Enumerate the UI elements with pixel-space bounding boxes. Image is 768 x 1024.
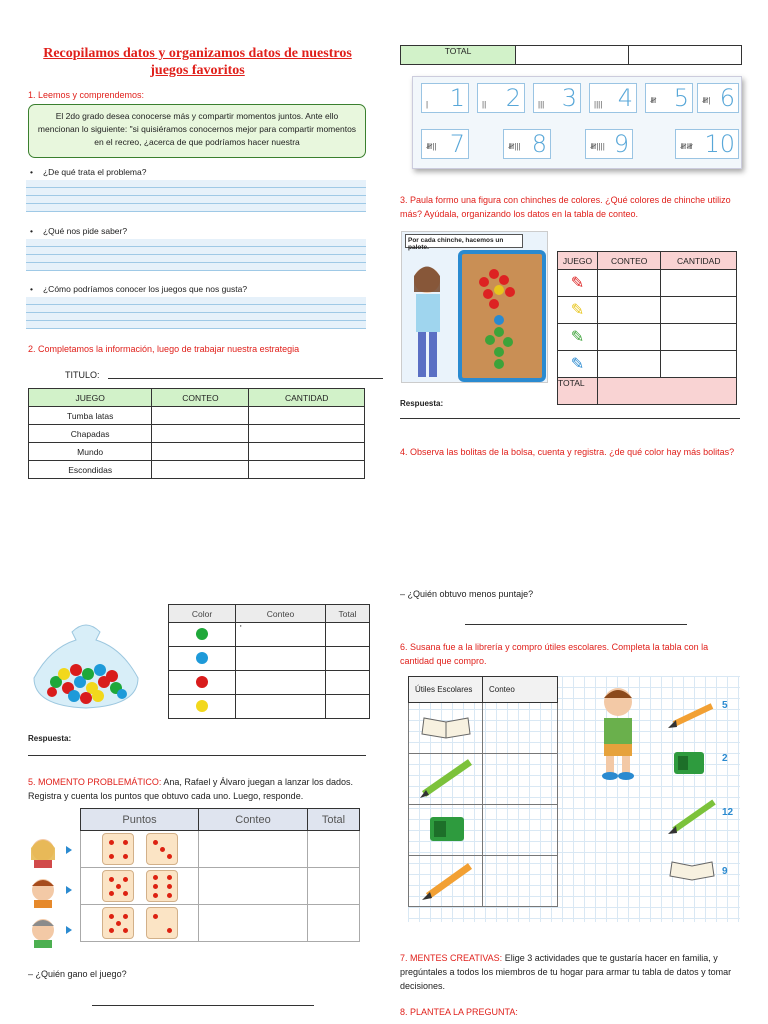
answer-lines-1[interactable] <box>26 180 366 212</box>
cell-total[interactable] <box>308 868 360 905</box>
col-puntos: Puntos <box>81 809 199 831</box>
section-2-heading: 2. Completamos la información, luego de trabajar nuestra estrategia <box>28 344 300 354</box>
total-cell[interactable] <box>516 46 629 65</box>
question-least-points: – ¿Quién obtuvo menos puntaje? <box>400 589 534 599</box>
cell-cantidad[interactable] <box>661 351 737 378</box>
respuesta-4-label: Respuesta: <box>28 734 72 743</box>
answer-least-line[interactable] <box>465 624 687 625</box>
row-game: Chapadas <box>29 425 152 443</box>
section-5-text: 5. MOMENTO PROBLEMÁTICO: Ana, Rafael y Álvaro juegan a lanzar los dados. Registra y cuenta los puntos que obtuvo cada uno. Luego, responde. <box>28 777 353 801</box>
section-1-heading: 1. Leemos y comprendemos: <box>28 90 145 100</box>
amount-pencil-green: 12 <box>722 807 734 818</box>
page-title: Recopilamos datos y organizamos datos de nuestros juegos favoritos <box>43 46 352 78</box>
tally-card-1: | 1 <box>421 83 469 113</box>
col-utiles: Útiles Escolares <box>409 677 483 703</box>
cell-conteo[interactable] <box>199 868 308 905</box>
cell-conteo[interactable] <box>236 695 326 719</box>
pencil-green-icon <box>409 754 483 805</box>
cell-conteo[interactable] <box>152 461 249 479</box>
cell-cantidad[interactable] <box>249 443 365 461</box>
die-icon <box>102 870 134 902</box>
pushpin-red-icon: ✎ <box>558 270 598 297</box>
respuesta-4-line[interactable] <box>28 755 366 756</box>
total-row-table <box>400 45 742 65</box>
sharpener-icon <box>409 805 483 856</box>
cell-total[interactable] <box>308 905 360 942</box>
total-label: TOTAL <box>558 378 598 405</box>
blue-marble-icon <box>169 647 236 671</box>
tally-card-2: || 2 <box>477 83 525 113</box>
question-1: • ¿De qué trata el problema? <box>30 167 146 177</box>
total-cell[interactable] <box>598 378 737 405</box>
cell-total[interactable] <box>326 695 370 719</box>
section-6-text: 6. Susana fue a la librería y compro útiles escolares. Completa la tabla con la cantidad que compro. <box>400 642 709 666</box>
tally-card-3: ||| 3 <box>533 83 581 113</box>
cell-cantidad[interactable] <box>249 461 365 479</box>
cell-conteo[interactable] <box>199 831 308 868</box>
cell-conteo[interactable] <box>598 270 661 297</box>
marble-table <box>168 604 370 719</box>
col-conteo: CONTEO <box>152 389 249 407</box>
cell-conteo[interactable] <box>598 351 661 378</box>
total-label: TOTAL <box>401 46 516 65</box>
col-conteo: Conteo <box>199 809 308 831</box>
col-conteo: Conteo <box>483 677 558 703</box>
die-icon <box>102 833 134 865</box>
cell-conteo[interactable]: ' <box>236 623 326 647</box>
pushpin-green-icon: ✎ <box>558 324 598 351</box>
section-3-text: 3. Paula formo una figura con chinches de colores. ¿Qué colores de chinche utilizo más? Ayúdala, organizando los datos en la tabla de conteo. <box>400 195 731 219</box>
red-marble-icon <box>169 671 236 695</box>
cell-conteo[interactable] <box>598 324 661 351</box>
section-4-text: 4. Observa las bolitas de la bolsa, cuenta y registra. ¿de qué color hay más bolitas? <box>400 447 735 457</box>
cell-total[interactable] <box>326 623 370 647</box>
rafael-avatar <box>32 879 72 908</box>
col-cantidad: CANTIDAD <box>249 389 365 407</box>
cell-cantidad[interactable] <box>249 425 365 443</box>
answer-lines-3[interactable] <box>26 297 366 329</box>
pushpin-blue-icon: ✎ <box>558 351 598 378</box>
cell-conteo[interactable] <box>598 297 661 324</box>
die-icon <box>146 870 178 902</box>
tally-card-6: 𝍸| 6 <box>697 83 739 113</box>
cell-conteo[interactable] <box>236 647 326 671</box>
cell-conteo[interactable] <box>483 703 558 754</box>
rafael-dice <box>81 868 199 905</box>
cell-conteo[interactable] <box>236 671 326 695</box>
cell-conteo[interactable] <box>152 407 249 425</box>
pushpin-yellow-icon: ✎ <box>558 297 598 324</box>
pencil-orange-icon <box>668 706 712 728</box>
pencil-green-icon <box>668 802 714 834</box>
respuesta-3-line[interactable] <box>400 418 740 419</box>
cell-cantidad[interactable] <box>249 407 365 425</box>
cell-cantidad[interactable] <box>661 297 737 324</box>
cell-conteo[interactable] <box>199 905 308 942</box>
alvaro-avatar <box>32 919 72 948</box>
cell-total[interactable] <box>326 647 370 671</box>
question-3: • ¿Cómo podríamos conocer los juegos que nos gusta? <box>30 284 247 294</box>
tally-reference-card <box>412 76 742 169</box>
games-table <box>28 388 365 479</box>
tally-card-10: 𝍸𝍸 10 <box>675 129 739 159</box>
pencil-orange-icon <box>409 856 483 907</box>
amount-pencil-orange: 5 <box>722 700 728 711</box>
children-avatars <box>26 832 76 948</box>
section-8-heading: 8. PLANTEA LA PREGUNTA: <box>400 1007 518 1017</box>
answer-lines-2[interactable] <box>26 239 366 271</box>
titulo-line[interactable] <box>108 378 383 379</box>
col-juego: JUEGO <box>29 389 152 407</box>
col-juego: JUEGO <box>558 252 598 270</box>
yellow-marble-icon <box>169 695 236 719</box>
amount-sharpener: 2 <box>722 753 728 764</box>
tally-card-4: |||| 4 <box>589 83 637 113</box>
cell-conteo[interactable] <box>152 443 249 461</box>
cell-total[interactable] <box>308 831 360 868</box>
section-5-label: 5. MOMENTO PROBLEMÁTICO: <box>28 777 162 787</box>
supplies-table <box>408 676 558 907</box>
respuesta-3-label: Respuesta: <box>400 399 444 408</box>
die-icon <box>146 907 178 939</box>
row-game: Mundo <box>29 443 152 461</box>
col-conteo: Conteo <box>236 605 326 623</box>
section-7-label: 7. MENTES CREATIVAS: <box>400 953 503 963</box>
speech-bubble: Por cada chinche, hacemos un palote. <box>405 234 523 248</box>
tally-card-7: 𝍸|| 7 <box>421 129 469 159</box>
girl-pushpin-illustration <box>401 231 548 383</box>
section-7-text: 7. MENTES CREATIVAS: Elige 3 actividades que te gustaría hacer en familia, y pregúntales a todos los miembros de tu hogar para armar tu tabla de datos y tomar decisiones. <box>400 953 732 991</box>
tally-card-5: 𝍸 5 <box>645 83 693 113</box>
sharpener-icon <box>674 752 704 774</box>
die-icon <box>102 907 134 939</box>
marble-bag-icon <box>22 618 150 710</box>
col-cantidad: CANTIDAD <box>661 252 737 270</box>
boy-supplies-illustration <box>578 678 738 888</box>
col-conteo: CONTEO <box>598 252 661 270</box>
cell-conteo[interactable] <box>152 425 249 443</box>
pushpin-table <box>557 251 737 405</box>
cell-conteo[interactable] <box>483 805 558 856</box>
ana-dice <box>81 831 199 868</box>
problem-box: El 2do grado desea conocerse más y compartir momentos juntos. Ante ello mencionan lo siguiente: "si quisiéramos conocernos mejor para compartir momentos en el recreo, ¿acerca de que podríamos hacer nuestra <box>28 104 366 158</box>
col-total: Total <box>326 605 370 623</box>
die-icon <box>146 833 178 865</box>
book-icon <box>409 703 483 754</box>
cell-conteo[interactable] <box>483 856 558 907</box>
col-total: Total <box>308 809 360 831</box>
amount-book: 9 <box>722 866 728 877</box>
tally-card-9: 𝍸|||| 9 <box>585 129 633 159</box>
question-2: • ¿Qué nos pide saber? <box>30 226 127 236</box>
cell-conteo[interactable] <box>483 754 558 805</box>
row-game: Tumba latas <box>29 407 152 425</box>
question-winner: – ¿Quién gano el juego? <box>28 969 127 979</box>
cell-cantidad[interactable] <box>661 324 737 351</box>
cell-total[interactable] <box>326 671 370 695</box>
book-icon <box>670 862 714 880</box>
answer-winner-line[interactable] <box>92 1005 314 1006</box>
alvaro-dice <box>81 905 199 942</box>
ana-avatar <box>31 839 72 868</box>
green-marble-icon <box>169 623 236 647</box>
dice-table <box>80 808 360 942</box>
total-cell[interactable] <box>629 46 742 65</box>
col-color: Color <box>169 605 236 623</box>
row-game: Escondidas <box>29 461 152 479</box>
titulo-label: TITULO: <box>65 370 100 380</box>
tally-card-8: 𝍸||| 8 <box>503 129 551 159</box>
girl-icon <box>402 232 549 384</box>
cell-cantidad[interactable] <box>661 270 737 297</box>
